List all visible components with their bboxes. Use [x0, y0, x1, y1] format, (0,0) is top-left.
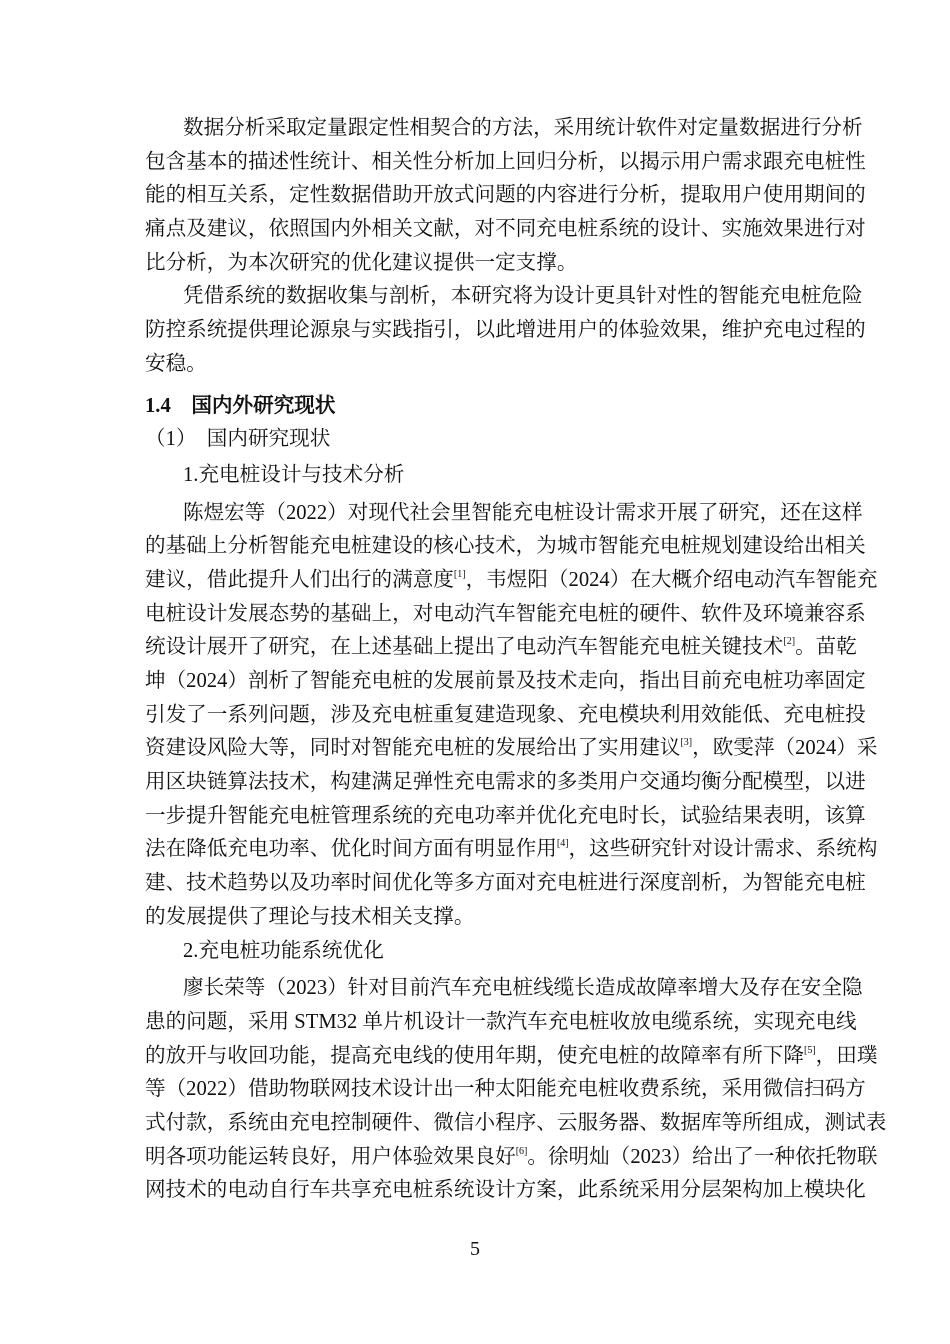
text-segment: 式付款，系统由充电控制硬件、微信小程序、云服务器、数据库等所组成，测试表 — [145, 1111, 887, 1134]
text-line — [145, 530, 866, 564]
text-line — [145, 665, 866, 699]
text-segment: 。徐明灿（2023）给出了一种依托物联 — [527, 1145, 878, 1168]
paragraph-optimization-review — [145, 972, 887, 1208]
text-segment: 安稳。 — [145, 352, 207, 375]
text-line — [145, 146, 866, 180]
text-line — [145, 348, 805, 382]
text-line — [145, 112, 863, 146]
text-segment: 等（2022）借助物联网技术设计出一种太阳能充电桩收费系统，采用微信扫码方 — [145, 1078, 866, 1101]
text-segment: 引发了一系列问题，涉及充电桩重复建造现象、充电模块利用效能低、充电桩投 — [145, 703, 866, 726]
text-segment: 比分析，为本次研究的优化建议提供一定支撑。 — [145, 251, 578, 274]
text-segment: 包含基本的描述性统计、相关性分析加上回归分析，以揭示用户需求跟充电桩性 — [145, 150, 866, 173]
text-line — [145, 867, 866, 901]
topic-heading-optimization: 2.充电桩功能系统优化 — [183, 939, 384, 962]
text-line — [145, 833, 878, 867]
text-line — [145, 247, 805, 281]
text-line — [145, 1073, 866, 1107]
text-line — [145, 179, 866, 213]
text-segment: 痛点及建议，依照国内外相关文献，对不同充电桩系统的设计、实施效果进行对 — [145, 218, 866, 241]
text-line — [145, 564, 878, 598]
citation-superscript: [5] — [804, 1044, 816, 1056]
text-segment: 建议，借此提升人们出行的满意度 — [145, 568, 454, 591]
text-segment: 明各项功能运转良好，用户体验效果良好 — [145, 1145, 516, 1168]
page-number: 5 — [470, 1238, 480, 1260]
citation-superscript: [6] — [515, 1145, 528, 1157]
text-line — [145, 598, 866, 632]
text-line — [145, 1006, 857, 1040]
text-line — [145, 497, 863, 531]
text-segment: 凭借系统的数据收集与剖析，本研究将为设计更具针对性的智能充电桩危险 — [183, 285, 863, 308]
text-segment: 网技术的电动自行车共享充电桩系统设计方案，此系统采用分层架构加上模块化 — [145, 1179, 866, 1202]
text-segment: ，田璞 — [815, 1044, 878, 1067]
text-segment: 用区块链算法技术，构建满足弹性充电需求的多类用户交通均衡分配模型，以进 — [145, 771, 866, 794]
subsection-heading: （1） 国内研究现状 — [145, 428, 331, 451]
text-line — [145, 972, 863, 1006]
text-segment: 资建设风险大等，同时对智能充电桩的发展给出了实用建议 — [145, 737, 681, 760]
paragraph-system-summary — [145, 280, 866, 381]
paragraph-design-review — [145, 497, 878, 935]
topic-heading-design: 1.充电桩设计与技术分析 — [183, 463, 405, 486]
citation-superscript: [2] — [783, 636, 796, 648]
section-heading: 1.4 国内外研究现状 — [145, 394, 336, 417]
text-segment: 统设计展开了研究，在上述基础上提出了电动汽车智能充电桩关键技术 — [145, 636, 784, 659]
text-segment: 数据分析采取定量跟定性相契合的方法，采用统计软件对定量数据进行分析 — [183, 117, 863, 139]
citation-superscript: [1] — [453, 568, 466, 580]
citation-superscript: [3] — [680, 737, 693, 749]
text-line — [145, 1141, 878, 1175]
text-segment: 能的相互关系，定性数据借助开放式问题的内容进行分析，提取用户使用期间的 — [145, 184, 866, 207]
text-line — [145, 631, 857, 665]
text-line — [145, 901, 805, 935]
text-segment: 患的问题，采用 STM32 单片机设计一款汽车充电桩收放电缆系统，实现充电线 — [145, 1010, 857, 1033]
text-line — [145, 280, 863, 314]
text-segment: 廖长荣等（2023）针对目前汽车充电桩线缆长造成故障率增大及存在安全隐 — [183, 977, 863, 1000]
text-segment: 法在降低充电功率、优化时间方面有明显作用 — [145, 838, 557, 861]
text-line — [145, 699, 866, 733]
text-segment: 陈煜宏等（2022）对现代社会里智能充电桩设计需求开展了研究，还在这样 — [183, 501, 863, 524]
text-line — [145, 314, 866, 348]
text-segment: 。苗乾 — [795, 636, 857, 659]
text-line — [145, 800, 866, 834]
document-body — [145, 112, 887, 1208]
text-segment: ，欧雯萍（2024）采 — [692, 737, 878, 760]
text-line — [145, 1174, 866, 1208]
text-segment: 防控系统提供理论源泉与实践指引，以此增进用户的体验效果，维护充电过程的 — [145, 319, 866, 342]
text-segment: 电桩设计发展态势的基础上，对电动汽车智能充电桩的硬件、软件及环境兼容系 — [145, 602, 866, 625]
text-line — [145, 732, 878, 766]
text-segment: 一步提升智能充电桩管理系统的充电功率并优化充电时长，试验结果表明，该算 — [145, 804, 866, 827]
text-line — [145, 213, 866, 247]
text-segment: ，韦煜阳（2024）在大概介绍电动汽车智能充 — [465, 568, 878, 591]
text-segment: 的基础上分析智能充电桩建设的核心技术，为城市智能充电桩规划建设给出相关 — [145, 535, 866, 558]
text-segment: 的发展提供了理论与技术相关支撑。 — [145, 905, 475, 928]
text-segment: 的放开与收回功能，提高充电线的使用年期，使充电桩的故障率有所下降 — [145, 1044, 804, 1067]
text-line — [145, 766, 866, 800]
paragraph-data-analysis — [145, 112, 866, 280]
text-segment: ，这些研究针对设计需求、系统构 — [568, 838, 878, 861]
text-segment: 建、技术趋势以及功率时间优化等多方面对充电桩进行深度剖析，为智能充电桩 — [145, 872, 866, 895]
text-line — [145, 1040, 878, 1074]
citation-superscript: [4] — [556, 838, 569, 850]
text-segment: 坤（2024）剖析了智能充电桩的发展前景及技术走向，指出目前充电桩功率固定 — [145, 670, 866, 692]
text-line — [145, 1107, 887, 1141]
